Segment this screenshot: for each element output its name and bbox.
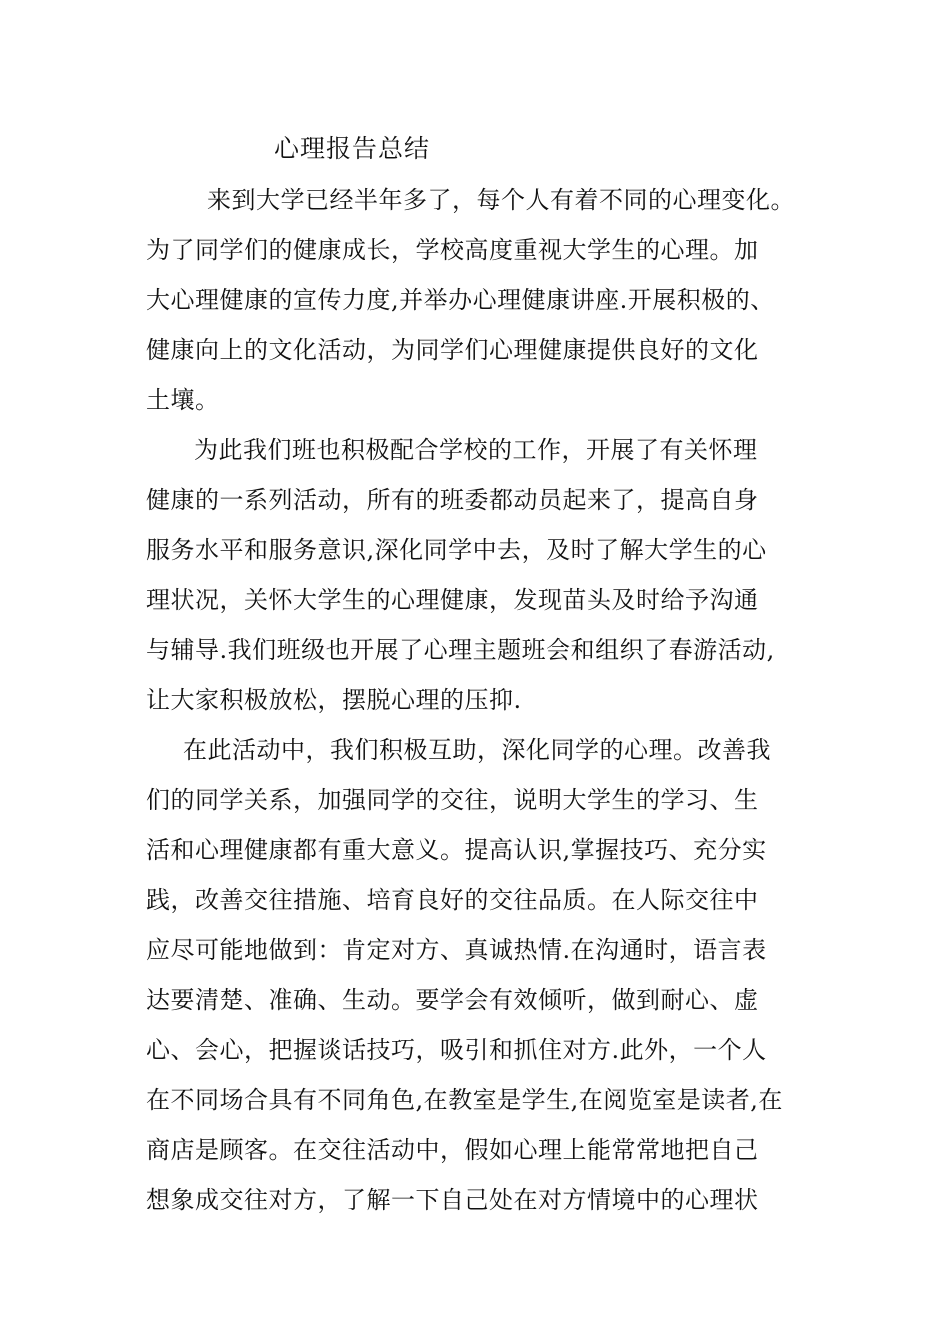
text-line: 让大家积极放松，摆脱心理的压抑. xyxy=(146,686,522,714)
text-line: 应尽可能地做到：肯定对方、真诚热情.在沟通时，语言表 xyxy=(146,936,767,964)
text-line: 大心理健康的宣传力度,并举办心理健康讲座.开展积极的、 xyxy=(146,286,775,314)
text-line: 商店是顾客。在交往活动中，假如心理上能常常地把自己 xyxy=(146,1136,759,1164)
text-line: 服务水平和服务意识,深化同学中去，及时了解大学生的心 xyxy=(146,536,767,564)
text-line: 健康的一系列活动，所有的班委都动员起来了，提高自身 xyxy=(146,486,759,514)
text-line: 土壤。 xyxy=(146,386,220,414)
text-line: 为了同学们的健康成长，学校高度重视大学生的心理。加 xyxy=(146,236,759,264)
text-line: 心、会心，把握谈话技巧，吸引和抓住对方.此外，一个人 xyxy=(146,1036,767,1064)
text-line: 达要清楚、准确、生动。要学会有效倾听，做到耐心、虚 xyxy=(146,986,759,1014)
text-line: 为此我们班也积极配合学校的工作，开展了有关怀理 xyxy=(194,436,758,464)
text-line: 想象成交往对方，了解一下自己处在对方情境中的心理状 xyxy=(146,1186,759,1214)
text-line: 理状况，关怀大学生的心理健康，发现苗头及时给予沟通 xyxy=(146,586,759,614)
text-line: 来到大学已经半年多了，每个人有着不同的心理变化。 xyxy=(207,186,795,214)
text-line: 活和心理健康都有重大意义。提高认识,掌握技巧、充分实 xyxy=(146,836,767,864)
text-line: 们的同学关系，加强同学的交往，说明大学生的学习、生 xyxy=(146,786,759,814)
text-line: 与辅导.我们班级也开展了心理主题班会和组织了春游活动, xyxy=(146,636,775,664)
text-line: 在此活动中，我们积极互助，深化同学的心理。改善我 xyxy=(183,736,771,764)
text-line: 践，改善交往措施、培育良好的交往品质。在人际交往中 xyxy=(146,886,759,914)
text-line: 健康向上的文化活动，为同学们心理健康提供良好的文化 xyxy=(146,336,759,364)
text-line: 在不同场合具有不同角色,在教室是学生,在阅览室是读者,在 xyxy=(146,1086,783,1114)
document-title: 心理报告总结 xyxy=(274,134,431,163)
